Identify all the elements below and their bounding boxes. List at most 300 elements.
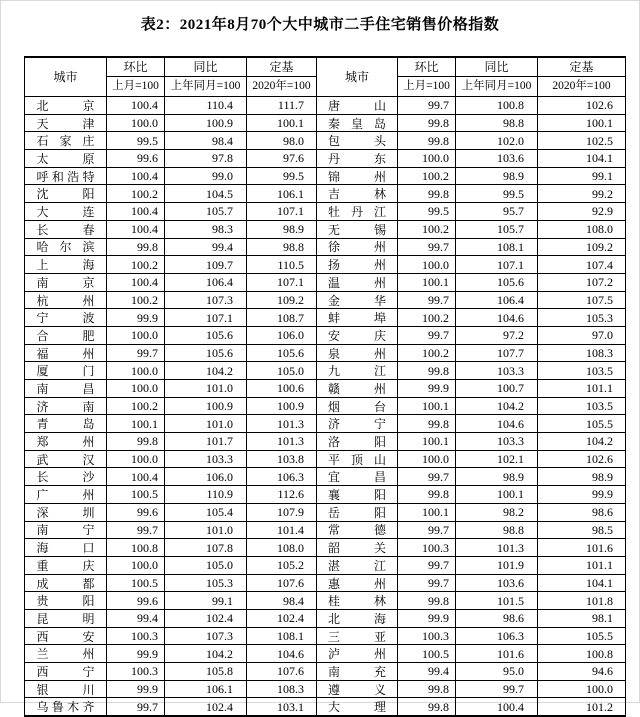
- city-cell: [317, 450, 398, 468]
- city-cell: [25, 574, 107, 592]
- city-name: 包 头: [328, 134, 386, 149]
- table-row: [25, 609, 626, 627]
- city-cell: [25, 503, 107, 521]
- yoy-index-value: 100.7: [456, 380, 538, 398]
- city-name: 福 州: [36, 346, 95, 361]
- mom-index-value: 99.6: [107, 592, 165, 610]
- city-name: 平 顶 山: [328, 452, 386, 467]
- fixed-index-value: 103.8: [247, 450, 317, 468]
- table-row: [25, 185, 626, 203]
- yoy-index-value: 110.4: [165, 97, 247, 115]
- fixed-index-value: 104.1: [538, 150, 626, 168]
- mom-index-value: 99.8: [107, 238, 165, 256]
- city-name: 南 宁: [36, 523, 95, 538]
- table-row: [25, 291, 626, 309]
- yoy-index-value: 99.1: [165, 592, 247, 610]
- yoy-index-value: 105.0: [165, 556, 247, 574]
- city-name: 乌 鲁 木 齐: [36, 700, 95, 715]
- fixed-index-value: 104.6: [247, 645, 317, 663]
- yoy-index-value: 102.4: [165, 609, 247, 627]
- yoy-index-value: 98.8: [456, 114, 538, 132]
- city-cell: [317, 397, 398, 415]
- fixed-index-value: 108.0: [538, 220, 626, 238]
- city-cell: [25, 539, 107, 557]
- city-cell: [317, 592, 398, 610]
- fixed-index-value: 106.0: [247, 326, 317, 344]
- fixed-index-value: 100.1: [247, 114, 317, 132]
- city-cell: [25, 256, 107, 274]
- city-name: 天 津: [36, 116, 95, 131]
- yoy-index-value: 101.3: [456, 539, 538, 557]
- fixed-index-value: 107.5: [538, 291, 626, 309]
- fixed-index-value: 105.3: [538, 309, 626, 327]
- yoy-index-value: 102.1: [456, 450, 538, 468]
- city-cell: [25, 185, 107, 203]
- header-mom-left: 环比: [107, 57, 165, 77]
- mom-index-value: 99.8: [107, 433, 165, 451]
- city-cell: [317, 698, 398, 716]
- yoy-index-value: 107.1: [165, 309, 247, 327]
- mom-index-value: 99.7: [398, 238, 456, 256]
- city-cell: [317, 326, 398, 344]
- city-cell: [317, 167, 398, 185]
- fixed-index-value: 109.2: [538, 238, 626, 256]
- city-cell: [25, 291, 107, 309]
- mom-index-value: 100.0: [107, 362, 165, 380]
- city-cell: [317, 539, 398, 557]
- mom-index-value: 100.0: [107, 450, 165, 468]
- table-row: [25, 539, 626, 557]
- city-cell: [317, 256, 398, 274]
- table-row: [25, 663, 626, 681]
- city-name: 三 亚: [328, 629, 386, 644]
- table-row: [25, 238, 626, 256]
- table-row: [25, 556, 626, 574]
- yoy-index-value: 101.9: [456, 556, 538, 574]
- city-cell: [317, 609, 398, 627]
- fixed-index-value: 98.9: [247, 220, 317, 238]
- yoy-index-value: 103.3: [165, 450, 247, 468]
- city-name: 海 口: [36, 541, 95, 556]
- fixed-index-value: 98.4: [247, 592, 317, 610]
- mom-index-value: 100.3: [398, 539, 456, 557]
- city-name: 重 庆: [36, 558, 95, 573]
- city-cell: [25, 167, 107, 185]
- city-name: 牡 丹 江: [328, 205, 386, 220]
- city-cell: [25, 415, 107, 433]
- yoy-index-value: 103.3: [456, 362, 538, 380]
- city-name: 哈 尔 滨: [36, 240, 95, 255]
- yoy-index-value: 105.6: [165, 326, 247, 344]
- yoy-index-value: 103.3: [456, 433, 538, 451]
- city-name: 南 昌: [36, 381, 95, 396]
- city-cell: [25, 97, 107, 115]
- city-name: 大 理: [328, 700, 386, 715]
- yoy-index-value: 99.0: [165, 167, 247, 185]
- city-cell: [25, 468, 107, 486]
- fixed-index-value: 98.6: [538, 503, 626, 521]
- table-row: [25, 450, 626, 468]
- city-name: 武 汉: [36, 452, 95, 467]
- fixed-index-value: 92.9: [538, 203, 626, 221]
- yoy-index-value: 104.2: [165, 362, 247, 380]
- fixed-index-value: 102.6: [538, 97, 626, 115]
- fixed-index-value: 105.5: [538, 627, 626, 645]
- mom-index-value: 100.0: [398, 150, 456, 168]
- fixed-index-value: 106.1: [247, 185, 317, 203]
- city-cell: [25, 326, 107, 344]
- fixed-index-value: 98.1: [538, 609, 626, 627]
- mom-index-value: 100.1: [398, 433, 456, 451]
- fixed-index-value: 98.0: [247, 132, 317, 150]
- city-cell: [317, 663, 398, 681]
- mom-index-value: 99.5: [107, 132, 165, 150]
- mom-index-value: 100.4: [107, 167, 165, 185]
- table-row: [25, 503, 626, 521]
- fixed-index-value: 107.2: [538, 273, 626, 291]
- fixed-index-value: 99.2: [538, 185, 626, 203]
- header-city-right: 城市: [317, 57, 398, 97]
- table-row: [25, 680, 626, 698]
- fixed-index-value: 107.6: [247, 574, 317, 592]
- mom-index-value: 100.2: [107, 397, 165, 415]
- city-name: 太 原: [36, 152, 95, 167]
- table-row: [25, 397, 626, 415]
- yoy-index-value: 105.8: [165, 663, 247, 681]
- city-name: 西 宁: [36, 664, 95, 679]
- table-row: [25, 468, 626, 486]
- mom-index-value: 99.7: [398, 326, 456, 344]
- table-row: [25, 309, 626, 327]
- city-cell: [25, 627, 107, 645]
- mom-index-value: 100.1: [398, 273, 456, 291]
- price-index-table: [24, 56, 626, 717]
- mom-index-value: 100.4: [107, 220, 165, 238]
- yoy-index-value: 102.4: [165, 698, 247, 716]
- city-cell: [25, 309, 107, 327]
- city-name: 遵 义: [328, 682, 386, 697]
- table-row: [25, 132, 626, 150]
- yoy-index-value: 106.0: [165, 468, 247, 486]
- city-cell: [317, 185, 398, 203]
- city-cell: [25, 663, 107, 681]
- city-cell: [25, 680, 107, 698]
- yoy-index-value: 104.6: [456, 415, 538, 433]
- yoy-index-value: 110.9: [165, 486, 247, 504]
- city-name: 深 圳: [36, 505, 95, 520]
- city-cell: [317, 380, 398, 398]
- city-cell: [317, 203, 398, 221]
- fixed-index-value: 108.1: [247, 627, 317, 645]
- city-name: 常 德: [328, 523, 386, 538]
- city-cell: [25, 114, 107, 132]
- city-cell: [25, 150, 107, 168]
- mom-index-value: 100.2: [398, 344, 456, 362]
- mom-index-value: 99.7: [107, 521, 165, 539]
- subheader-yoy-base-right: 上年同月=100: [456, 77, 538, 97]
- table-row: [25, 380, 626, 398]
- city-cell: [317, 574, 398, 592]
- city-cell: [25, 609, 107, 627]
- city-name: 岳 阳: [328, 505, 386, 520]
- city-name: 温 州: [328, 275, 386, 290]
- table-row: [25, 344, 626, 362]
- mom-index-value: 99.9: [107, 309, 165, 327]
- city-cell: [25, 344, 107, 362]
- mom-index-value: 100.5: [107, 574, 165, 592]
- mom-index-value: 99.8: [398, 680, 456, 698]
- mom-index-value: 99.9: [107, 645, 165, 663]
- city-cell: [25, 556, 107, 574]
- yoy-index-value: 101.5: [456, 592, 538, 610]
- fixed-index-value: 100.1: [538, 114, 626, 132]
- city-name: 丹 东: [328, 152, 386, 167]
- mom-index-value: 99.8: [398, 114, 456, 132]
- fixed-index-value: 97.0: [538, 326, 626, 344]
- yoy-index-value: 104.2: [165, 645, 247, 663]
- mom-index-value: 99.8: [398, 415, 456, 433]
- yoy-index-value: 107.3: [165, 627, 247, 645]
- mom-index-value: 100.0: [107, 326, 165, 344]
- fixed-index-value: 103.5: [538, 397, 626, 415]
- fixed-index-value: 101.1: [538, 556, 626, 574]
- city-name: 呼 和 浩 特: [36, 169, 95, 184]
- yoy-index-value: 98.9: [456, 167, 538, 185]
- city-name: 扬 州: [328, 258, 386, 273]
- city-name: 长 春: [36, 222, 95, 237]
- city-name: 银 川: [36, 682, 95, 697]
- table-row: [25, 486, 626, 504]
- yoy-index-value: 98.2: [456, 503, 538, 521]
- mom-index-value: 100.3: [107, 627, 165, 645]
- mom-index-value: 100.2: [107, 185, 165, 203]
- yoy-index-value: 104.5: [165, 185, 247, 203]
- city-cell: [317, 114, 398, 132]
- city-cell: [317, 150, 398, 168]
- fixed-index-value: 105.2: [247, 556, 317, 574]
- city-cell: [25, 397, 107, 415]
- yoy-index-value: 98.6: [456, 609, 538, 627]
- yoy-index-value: 106.4: [165, 273, 247, 291]
- fixed-index-value: 108.3: [247, 680, 317, 698]
- mom-index-value: 99.7: [107, 698, 165, 716]
- mom-index-value: 100.5: [107, 486, 165, 504]
- table-row: [25, 627, 626, 645]
- city-cell: [317, 97, 398, 115]
- city-cell: [317, 309, 398, 327]
- city-cell: [25, 486, 107, 504]
- city-name: 无 锡: [328, 222, 386, 237]
- table-row: [25, 415, 626, 433]
- yoy-index-value: 105.7: [165, 203, 247, 221]
- city-name: 洛 阳: [328, 435, 386, 450]
- mom-index-value: 99.8: [398, 592, 456, 610]
- yoy-index-value: 101.7: [165, 433, 247, 451]
- fixed-index-value: 103.5: [538, 362, 626, 380]
- city-cell: [25, 521, 107, 539]
- table-row: [25, 203, 626, 221]
- yoy-index-value: 107.7: [456, 344, 538, 362]
- mom-index-value: 100.0: [107, 556, 165, 574]
- header-mom-right: 环比: [398, 57, 456, 77]
- fixed-index-value: 107.9: [247, 503, 317, 521]
- fixed-index-value: 98.5: [538, 521, 626, 539]
- mom-index-value: 99.8: [398, 486, 456, 504]
- city-name: 北 京: [36, 98, 95, 113]
- city-name: 北 海: [328, 611, 386, 626]
- table-row: [25, 167, 626, 185]
- table-row: [25, 433, 626, 451]
- city-name: 昆 明: [36, 611, 95, 626]
- mom-index-value: 99.5: [398, 203, 456, 221]
- table-row: [25, 220, 626, 238]
- city-cell: [317, 486, 398, 504]
- fixed-index-value: 99.5: [247, 167, 317, 185]
- yoy-index-value: 103.6: [456, 574, 538, 592]
- city-cell: [317, 415, 398, 433]
- city-name: 宜 昌: [328, 470, 386, 485]
- fixed-index-value: 101.4: [247, 521, 317, 539]
- mom-index-value: 100.4: [107, 273, 165, 291]
- fixed-index-value: 105.5: [538, 415, 626, 433]
- mom-index-value: 100.2: [398, 220, 456, 238]
- city-name: 西 安: [36, 629, 95, 644]
- mom-index-value: 99.7: [398, 291, 456, 309]
- table-row: [25, 273, 626, 291]
- city-name: 青 岛: [36, 417, 95, 432]
- city-name: 南 充: [328, 664, 386, 679]
- mom-index-value: 100.4: [107, 97, 165, 115]
- city-cell: [317, 645, 398, 663]
- fixed-index-value: 102.6: [538, 450, 626, 468]
- city-cell: [317, 132, 398, 150]
- city-name: 吉 林: [328, 187, 386, 202]
- yoy-index-value: 105.7: [456, 220, 538, 238]
- city-name: 九 江: [328, 364, 386, 379]
- city-cell: [317, 238, 398, 256]
- fixed-index-value: 108.7: [247, 309, 317, 327]
- mom-index-value: 99.9: [398, 609, 456, 627]
- city-cell: [25, 592, 107, 610]
- yoy-index-value: 100.9: [165, 114, 247, 132]
- yoy-index-value: 107.3: [165, 291, 247, 309]
- header-yoy-right: 同比: [456, 57, 538, 77]
- yoy-index-value: 98.3: [165, 220, 247, 238]
- yoy-index-value: 109.7: [165, 256, 247, 274]
- fixed-index-value: 98.8: [247, 238, 317, 256]
- city-name: 泉 州: [328, 346, 386, 361]
- fixed-index-value: 99.9: [538, 486, 626, 504]
- yoy-index-value: 97.8: [165, 150, 247, 168]
- mom-index-value: 100.0: [398, 450, 456, 468]
- city-cell: [25, 380, 107, 398]
- table-row: [25, 698, 626, 716]
- city-name: 宁 波: [36, 311, 95, 326]
- yoy-index-value: 98.4: [165, 132, 247, 150]
- fixed-index-value: 101.3: [247, 415, 317, 433]
- fixed-index-value: 102.4: [247, 609, 317, 627]
- city-cell: [317, 291, 398, 309]
- fixed-index-value: 108.3: [538, 344, 626, 362]
- fixed-index-value: 107.4: [538, 256, 626, 274]
- table-row: [25, 574, 626, 592]
- city-cell: [25, 645, 107, 663]
- subheader-fixed-base-left: 2020年=100: [247, 77, 317, 97]
- yoy-index-value: 100.9: [165, 397, 247, 415]
- yoy-index-value: 99.4: [165, 238, 247, 256]
- fixed-index-value: 98.9: [538, 468, 626, 486]
- yoy-index-value: 101.0: [165, 415, 247, 433]
- city-cell: [317, 362, 398, 380]
- city-cell: [25, 273, 107, 291]
- fixed-index-value: 101.6: [538, 539, 626, 557]
- table-row: [25, 645, 626, 663]
- mom-index-value: 100.2: [107, 291, 165, 309]
- mom-index-value: 99.4: [398, 663, 456, 681]
- mom-index-value: 99.8: [398, 132, 456, 150]
- mom-index-value: 99.9: [398, 380, 456, 398]
- yoy-index-value: 97.2: [456, 326, 538, 344]
- fixed-index-value: 101.8: [538, 592, 626, 610]
- mom-index-value: 99.7: [398, 556, 456, 574]
- city-name: 徐 州: [328, 240, 386, 255]
- table-header: [25, 57, 626, 97]
- yoy-index-value: 106.4: [456, 291, 538, 309]
- city-name: 襄 阳: [328, 488, 386, 503]
- city-cell: [317, 627, 398, 645]
- city-name: 大 连: [36, 205, 95, 220]
- fixed-index-value: 101.3: [247, 433, 317, 451]
- fixed-index-value: 105.0: [247, 362, 317, 380]
- yoy-index-value: 105.4: [165, 503, 247, 521]
- yoy-index-value: 105.3: [165, 574, 247, 592]
- city-cell: [25, 203, 107, 221]
- city-name: 泸 州: [328, 647, 386, 662]
- city-name: 桂 林: [328, 594, 386, 609]
- city-cell: [25, 433, 107, 451]
- yoy-index-value: 104.2: [456, 397, 538, 415]
- city-name: 南 京: [36, 275, 95, 290]
- fixed-index-value: 100.9: [247, 397, 317, 415]
- yoy-index-value: 106.1: [165, 680, 247, 698]
- yoy-index-value: 98.8: [456, 521, 538, 539]
- city-name: 长 沙: [36, 470, 95, 485]
- mom-index-value: 99.7: [107, 344, 165, 362]
- yoy-index-value: 102.0: [456, 132, 538, 150]
- mom-index-value: 100.1: [398, 397, 456, 415]
- city-cell: [317, 273, 398, 291]
- table-row: [25, 150, 626, 168]
- city-name: 合 肥: [36, 328, 95, 343]
- mom-index-value: 100.1: [107, 415, 165, 433]
- fixed-index-value: 94.6: [538, 663, 626, 681]
- subheader-yoy-base-left: 上年同月=100: [165, 77, 247, 97]
- fixed-index-value: 104.2: [538, 433, 626, 451]
- mom-index-value: 99.4: [107, 609, 165, 627]
- fixed-index-value: 101.1: [538, 380, 626, 398]
- table-row: [25, 114, 626, 132]
- mom-index-value: 99.7: [398, 574, 456, 592]
- city-cell: [317, 521, 398, 539]
- subheader-fixed-base-right: 2020年=100: [538, 77, 626, 97]
- city-name: 上 海: [36, 258, 95, 273]
- fixed-index-value: 104.1: [538, 574, 626, 592]
- mom-index-value: 99.9: [107, 680, 165, 698]
- yoy-index-value: 107.8: [165, 539, 247, 557]
- fixed-index-value: 112.6: [247, 486, 317, 504]
- fixed-index-value: 110.5: [247, 256, 317, 274]
- mom-index-value: 100.8: [107, 539, 165, 557]
